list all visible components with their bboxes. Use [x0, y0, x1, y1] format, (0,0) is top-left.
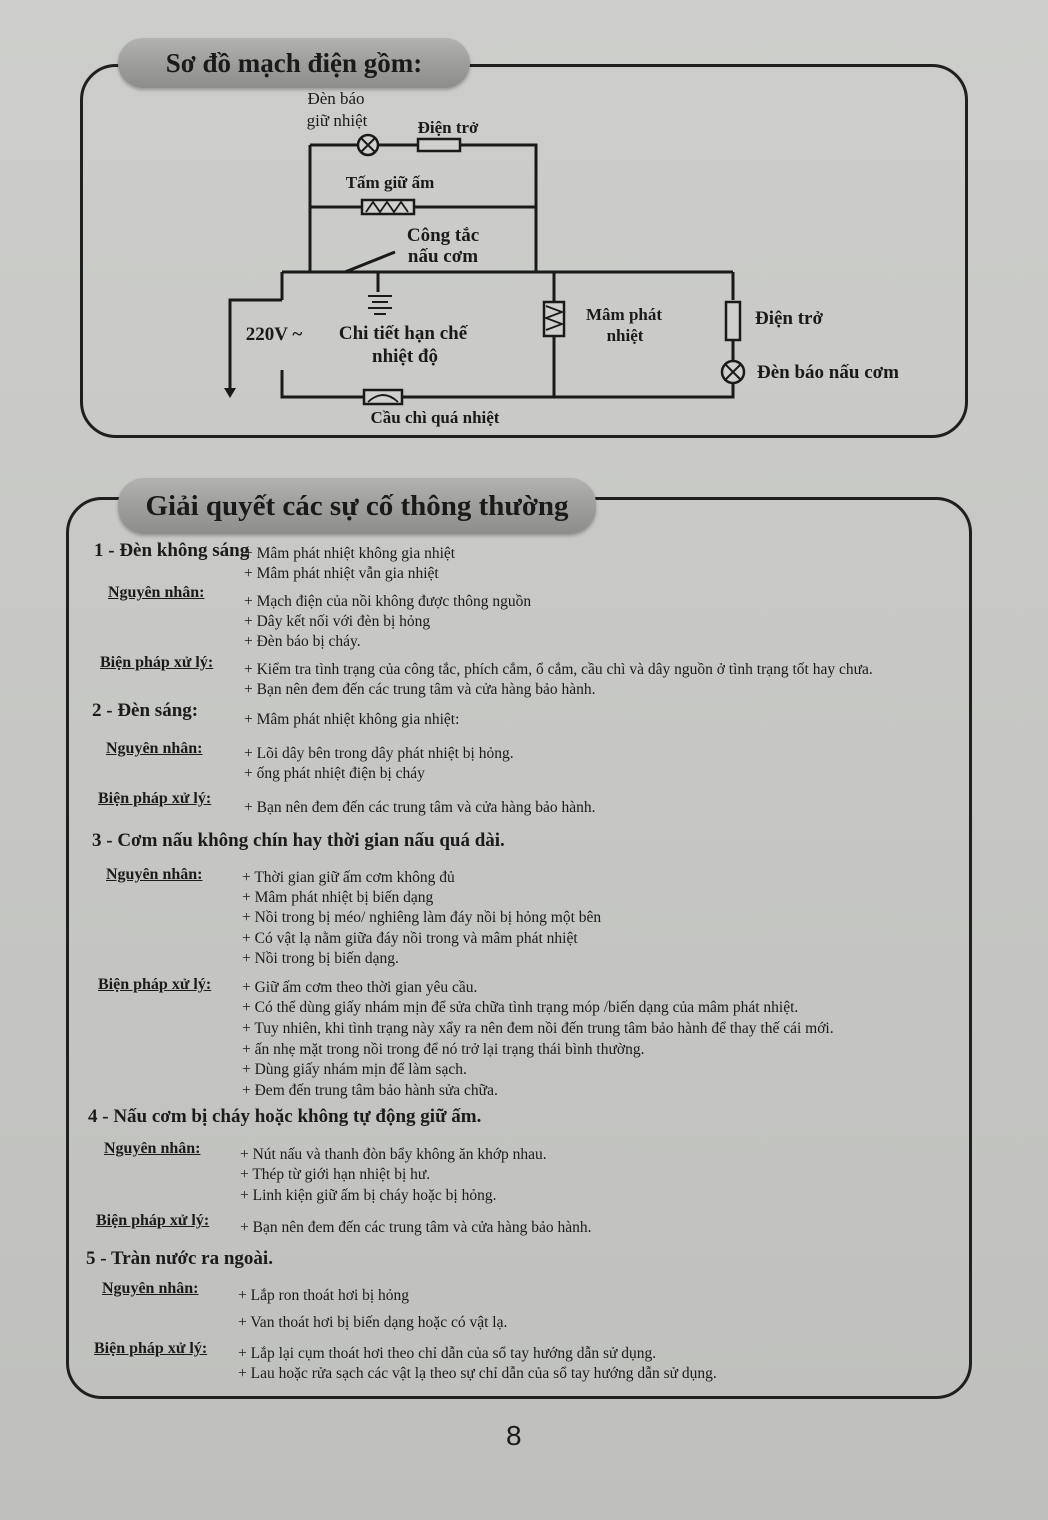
- lamp-keep-warm-label-2: giữ nhiệt: [306, 111, 368, 130]
- s3-remedy: + Tuy nhiên, khi tình trạng này xẩy ra nên đem nồi đến trung tâm bảo hành để thay thế cái mới.: [242, 1020, 834, 1037]
- limiter-label-2: nhiệt độ: [372, 346, 438, 367]
- s4-cause: + Thép từ giới hạn nhiệt bị hư.: [240, 1166, 431, 1183]
- resistor-right-label: Điện trở: [754, 308, 824, 329]
- s1-cause: + Dây kết nối với đèn bị hỏng: [244, 613, 431, 630]
- section-2-heading: 2 - Đèn sáng:: [92, 700, 199, 721]
- s1-remedy: + Bạn nên đem đến các trung tâm và cửa hàng bảo hành.: [244, 681, 596, 698]
- troubleshoot-title: Giải quyết các sự cố thông thường: [118, 478, 596, 534]
- switch-label-1: Công tắc: [406, 225, 480, 246]
- voltage-label: 220V ~: [245, 324, 303, 345]
- s3-cause: + Nồi trong bị biến dạng.: [242, 950, 399, 967]
- resistor-icon: [418, 139, 460, 151]
- section-1-heading: 1 - Đèn không sáng: [94, 540, 250, 561]
- switch-label-2: nấu cơm: [407, 246, 479, 267]
- fuse-icon: [364, 390, 402, 404]
- section-3-heading: 3 - Cơm nấu không chín hay thời gian nấu quá dài.: [92, 830, 505, 851]
- s5-remedy: + Lắp lại cụm thoát hơi theo chỉ dẫn của sổ tay hướng dẫn sử dụng.: [238, 1345, 657, 1362]
- s3-remedy-label: Biện pháp xử lý:: [98, 976, 212, 993]
- s3-remedy: + Đem đến trung tâm bảo hành sửa chữa.: [242, 1082, 498, 1099]
- s3-cause-label: Nguyên nhân:: [106, 866, 203, 883]
- s2-cause: + ống phát nhiệt điện bị cháy: [244, 765, 425, 782]
- limiter-label-1: Chi tiết hạn chế: [338, 323, 468, 344]
- heater-label-2: nhiệt: [606, 326, 644, 345]
- circuit-diagram: [0, 0, 1048, 460]
- s3-remedy: + Giữ ấm cơm theo thời gian yêu cầu.: [242, 979, 478, 996]
- s5-cause: + Van thoát hơi bị biến dạng hoặc có vật lạ.: [238, 1314, 508, 1331]
- s2-cause: + Lõi dây bên trong dây phát nhiệt bị hỏng.: [244, 745, 514, 762]
- s4-cause: + Nút nấu và thanh đòn bẩy không ăn khớp nhau.: [240, 1146, 547, 1163]
- s4-cause-label: Nguyên nhân:: [104, 1140, 201, 1157]
- s3-remedy: + Dùng giấy nhám mịn để làm sạch.: [242, 1061, 467, 1078]
- s1-remedy-label: Biện pháp xử lý:: [100, 654, 214, 671]
- s1-cause: + Đèn báo bị cháy.: [244, 633, 361, 650]
- s2-cause-label: Nguyên nhân:: [106, 740, 203, 757]
- s4-remedy-label: Biện pháp xử lý:: [96, 1212, 210, 1229]
- s1-symptom: + Mâm phát nhiệt không gia nhiệt: [244, 545, 456, 562]
- wire-bottom: [282, 370, 554, 397]
- warm-plate-label: Tấm giữ ấm: [345, 173, 435, 192]
- page-number: 8: [506, 1420, 522, 1451]
- s3-cause: + Thời gian giữ ấm cơm không đủ: [242, 869, 455, 886]
- s2-symptom: + Mâm phát nhiệt không gia nhiệt:: [244, 711, 460, 728]
- resistor-top-label: Điện trở: [417, 118, 479, 137]
- s1-cause: + Mạch điện của nồi không được thông nguồn: [244, 593, 532, 610]
- fuse-label: Cầu chì quá nhiệt: [370, 408, 500, 427]
- s1-remedy: + Kiểm tra tình trạng của công tắc, phích cắm, ổ cắm, cầu chì và dây nguồn ở tình trạng tốt hay chưa.: [244, 661, 873, 678]
- s5-remedy-label: Biện pháp xử lý:: [94, 1340, 208, 1357]
- section-5-heading: 5 - Tràn nước ra ngoài.: [86, 1248, 273, 1269]
- resistor-right-icon: [726, 302, 740, 340]
- s5-cause-label: Nguyên nhân:: [102, 1280, 199, 1297]
- lamp-cook-label: Đèn báo nấu cơm: [757, 362, 899, 383]
- s5-cause: + Lắp ron thoát hơi bị hỏng: [238, 1287, 410, 1304]
- section-4-heading: 4 - Nấu cơm bị cháy hoặc không tự động giữ ấm.: [88, 1106, 482, 1127]
- circuit-title: Sơ đồ mạch điện gồm:: [118, 38, 470, 88]
- s2-remedy-label: Biện pháp xử lý:: [98, 790, 212, 807]
- s4-cause: + Linh kiện giữ ấm bị cháy hoặc bị hỏng.: [240, 1187, 497, 1204]
- s3-remedy: + ấn nhẹ mặt trong nồi trong để nó trở lại trạng thái bình thường.: [242, 1041, 645, 1058]
- s3-cause: + Mâm phát nhiệt bị biến dạng: [242, 889, 434, 906]
- heater-label-1: Mâm phát: [585, 305, 663, 324]
- lamp-keep-warm-label-1: Đèn báo: [307, 89, 365, 108]
- s3-cause: + Có vật lạ nằm giữa đáy nồi trong và mâm phát nhiệt: [242, 930, 578, 947]
- s3-cause: + Nồi trong bị méo/ nghiêng làm đáy nồi bị hỏng một bên: [242, 909, 602, 926]
- s1-cause-label: Nguyên nhân:: [108, 584, 205, 601]
- s3-remedy: + Có thể dùng giấy nhám mịn để sửa chữa tình trạng móp /biến dạng của mâm phát nhiệt.: [242, 999, 799, 1016]
- s4-remedy: + Bạn nên đem đến các trung tâm và cửa hàng bảo hành.: [240, 1219, 592, 1236]
- s2-remedy: + Bạn nên đem đến các trung tâm và cửa hàng bảo hành.: [244, 799, 596, 816]
- s5-remedy: + Lau hoặc rửa sạch các vật lạ theo sự chỉ dẫn của sổ tay hướng dẫn sử dụng.: [238, 1365, 717, 1382]
- s1-symptom: + Mâm phát nhiệt vẫn gia nhiệt: [244, 565, 439, 582]
